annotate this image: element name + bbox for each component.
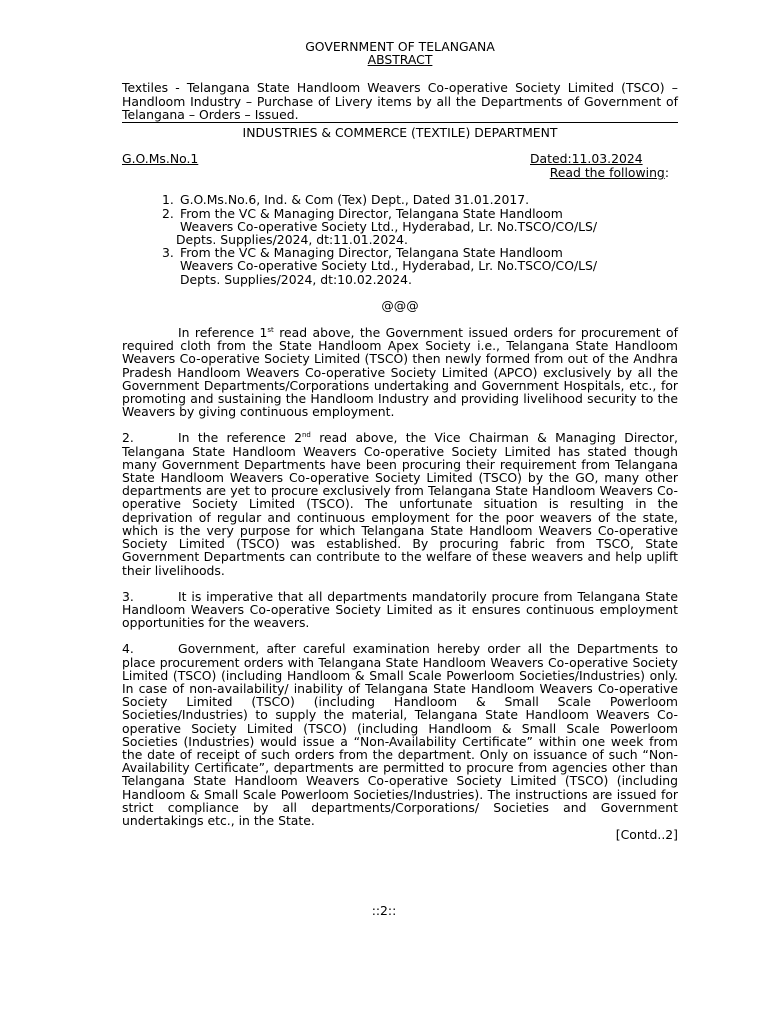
order-number-row (122, 152, 678, 166)
paragraph-1-superscript: st (267, 325, 274, 334)
reference-number: 3. (162, 245, 174, 261)
reference-line: Depts. Supplies/2024, dt:11.01.2024. (176, 232, 408, 248)
reference-line: Depts. Supplies/2024, dt:10.02.2024. (180, 271, 412, 287)
department-heading: INDUSTRIES & COMMERCE (TEXTILE) DEPARTMENT (242, 125, 558, 141)
reference-item (162, 246, 678, 286)
paragraph-2 (122, 431, 678, 576)
read-the-following (122, 166, 678, 179)
order-number: G.O.Ms.No.1 (122, 151, 199, 167)
reference-number: 2. (162, 205, 174, 221)
paragraph-3-text: It is imperative that all departments mandatorily procure from Telangana State Handloom Weavers Co-operative Society Limited as it ensures continuous employment opportunities for the weavers. (122, 588, 678, 631)
paragraph-1 (122, 326, 678, 418)
abstract-heading: ABSTRACT (367, 52, 433, 68)
paragraph-3-number: 3. (122, 588, 134, 604)
read-the-following-colon: : (664, 165, 669, 181)
paragraph-1-text-end: read above, the Government issued orders for procurement of required cloth from the State Handloom Apex Society i.e., Telangana State Handloom Weavers Co-operative Society Limited (TSCO) then newly formed from out of the Andhra Pradesh Handloom Weavers Co-operative Society Limited (APCO) exclusively by all the Government Departments/Corporations undertaking and Government Hospitals, etc., for promoting and sustaining the Handloom Industry and providing livelihood security to the Weavers by giving continuous employment. (122, 325, 679, 420)
paragraph-4 (122, 642, 678, 827)
reference-line: Weavers Co-operative Society Ltd., Hyderabad, Lr. No.TSCO/CO/LS/ (180, 218, 598, 234)
government-heading: GOVERNMENT OF TELANGANA (305, 39, 495, 54)
continued-marker: [Contd..2] (615, 827, 678, 843)
reference-line: From the VC & Managing Director, Telangana State Handloom (180, 205, 563, 221)
paragraph-3 (122, 590, 678, 630)
read-the-following-label: Read the following (549, 165, 665, 181)
reference-line: G.O.Ms.No.6, Ind. & Com (Tex) Dept., Dated 31.01.2017. (180, 192, 530, 208)
paragraph-2-text-start: In the reference 2 (178, 430, 302, 446)
paragraph-2-text-end: read above, the Vice Chairman & Managing Director, Telangana State Handloom Weavers Co-operative Society Limited has stated though many Government Departments have been procuring their requirement from Telangana State Handloom Weavers Co-operative Society Limited (TSCO) by the GO, many other departments are yet to procure exclusively from Telangana State Handloom Weavers Co-operative Society Limited (TSCO). The unfortunate situation is resulting in the deprivation of regular and continuous employment for the poor weavers of the state, which is the very purpose for which Telangana State Handloom Weavers Co-operative Society Limited (TSCO) was established. By procuring fabric from TSCO, State Government Departments can contribute to the welfare of these weavers and help uplift their livelihoods. (122, 430, 678, 578)
paragraph-2-superscript: nd (301, 431, 311, 440)
separator-symbol: @@@ (381, 297, 419, 313)
reference-line: Weavers Co-operative Society Ltd., Hyderabad, Lr. No.TSCO/CO/LS/ (180, 258, 598, 274)
page-marker: ::2:: (371, 903, 397, 918)
paragraph-4-number: 4. (122, 641, 134, 657)
document-page (122, 40, 678, 841)
horizontal-rule (122, 122, 678, 123)
order-date: Dated:11.03.2024 (530, 151, 643, 167)
paragraph-2-number: 2. (122, 430, 134, 446)
reference-item (162, 207, 678, 247)
reference-line: From the VC & Managing Director, Telangana State Handloom (180, 245, 563, 261)
paragraph-4-text: Government, after careful examination hereby order all the Departments to place procurement orders with Telangana State Handloom Weavers Co-operative Society Limited (TSCO) (including Handloom & Small Scale Powerloom Societies/Industries) only. In case of non-availability/ inability of Telangana State Handloom Weavers Co-operative Society Limited (TSCO) (including Handloom & Small Scale Powerloom Societies/Industries) to supply the material, Telangana State Handloom Weavers Co-operative Society Limited (TSCO) (including Handloom & Small Scale Powerloom Societies (Industries) would issue a “Non-Availability Certificate” within one week from the date of receipt of such orders from the department. Only on issuance of such “Non-Availability Certificate”, departments are permitted to procure from agencies other than Telangana State Handloom Weavers Co-operative Society Limited (TSCO) (including Handloom & Small Scale Powerloom Societies/Industries). The instructions are issued for strict compliance by all departments/Corporations/ Societies and Government undertakings etc., in the State. (122, 641, 678, 828)
reference-item (162, 193, 678, 206)
reference-number: 1. (162, 192, 174, 208)
paragraph-1-text-start: In reference 1 (178, 325, 268, 341)
subject-text: Textiles - Telangana State Handloom Weavers Co-operative Society Limited (TSCO) – Handloom Industry – Purchase of Livery items by all the Departments of Government of Telangana – Orders – Issued. (122, 80, 678, 122)
reference-list (162, 193, 678, 285)
